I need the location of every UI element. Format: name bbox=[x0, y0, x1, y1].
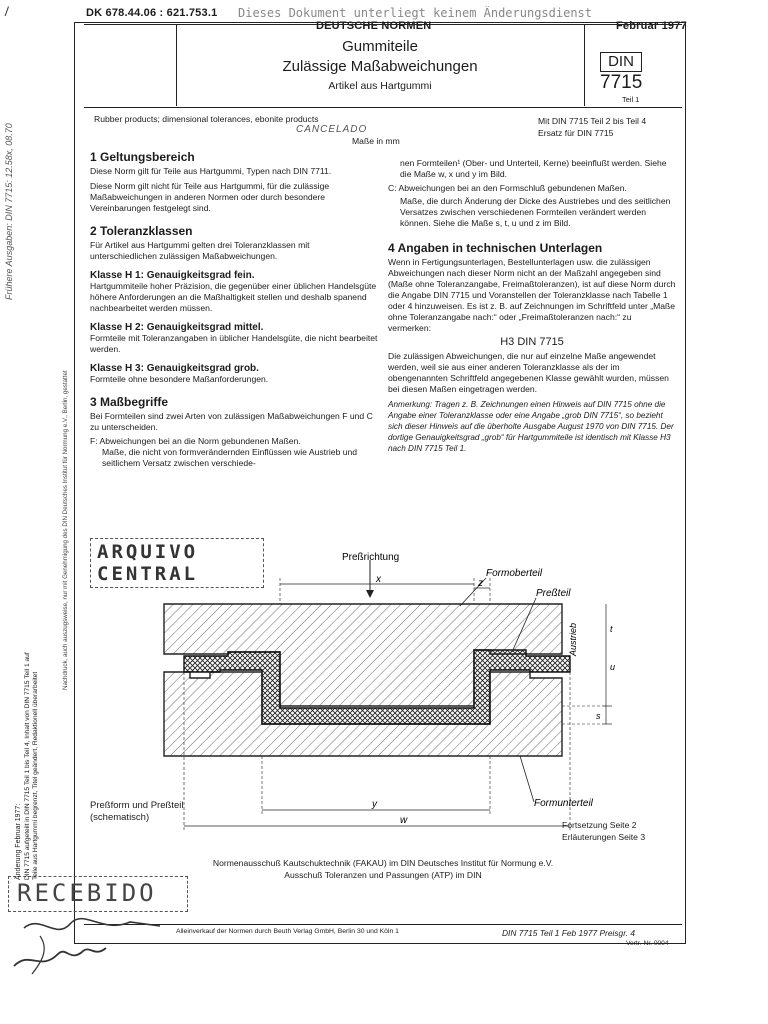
section-3-f-heading: F: Abweichungen bei an die Norm gebundenen Maßen. bbox=[90, 436, 301, 446]
class-h1-text: Hartgummiteile hoher Präzision, die gegenüber einer üblichen Handelsgüte höhere Anforderungen an die Maßhaltigkeit stellen und deshalb spanend nachbearbeitet werden müssen. bbox=[90, 281, 377, 313]
right-column bbox=[388, 158, 676, 454]
dk-number: DK 678.44.06 : 621.753.1 bbox=[86, 7, 218, 19]
figure-caption-line1: Preßform und Preßteil bbox=[90, 800, 184, 811]
annotation-note: Anmerkung: Tragen z. B. Zeichnungen einen Hinweis auf DIN 7715 ohne die Angabe einer Toleranzklasse oder eine Angabe „grob DIN 7715“, so bezieht sich dieser Hinweis auf die überholte Ausgabe August 1970 von DIN 7715. Der dortige Genauigkeitsgrad „grob“ für Hartgummiteile ist identisch mit Klasse H3 nach DIN 7715 Teil 1. bbox=[388, 400, 674, 453]
continuation-line2: Erläuterungen Seite 3 bbox=[562, 832, 646, 842]
din-part: Teil 1 bbox=[622, 95, 640, 104]
c-heading: C: Abweichungen bei an den Formschluß gebundenen Maßen. bbox=[388, 183, 627, 193]
title-line1: Gummiteile bbox=[342, 38, 418, 55]
section-4-para1: Wenn in Fertigungsunterlagen, Bestellunterlagen usw. die zulässigen Abweichungen nach dieser Norm nicht an der Maßzahl angegeben sind (Maße ohne Toleranzangabe, Freimaßtoleranzen), ist auf diese Norm durch die Angabe DIN 7715 und Voranstellen der Toleranzklasse nach Tabelle 1 oder 4 hinzuweisen. Es ist z. B. auf Zeichnungen im Schriftfeld unter „Maße ohne Toleranzangabe nach:“ oder „Freimaßtoleranzen nach:“ zu vermerken: bbox=[388, 257, 676, 333]
figure-caption-line2: (schematisch) bbox=[90, 812, 150, 823]
received-stamp bbox=[8, 876, 188, 912]
press-direction-label: Preßrichtung bbox=[342, 552, 400, 563]
publisher-note: Alleinverkauf der Normen durch Beuth Verlag GmbH, Berlin 30 und Köln 1 bbox=[176, 928, 399, 935]
section-1-heading: 1 Geltungsbereich bbox=[90, 150, 195, 164]
class-h3-text: Formteile ohne besondere Maßanforderungen. bbox=[90, 374, 269, 384]
class-h1-heading: Klasse H 1: Genauigkeitsgrad fein. bbox=[90, 270, 255, 281]
committee-line1: Normenausschuß Kautschuktechnik (FAKAU) im DIN Deutsches Institut für Normung e.V. bbox=[212, 858, 554, 868]
c-text: Maße, die durch Änderung der Dicke des Austriebes und des seitlichen Versatzes zwischen verschiedenen Formteilen verändert werden können. Siehe die Maße s, t, u und z im Bild. bbox=[400, 196, 671, 228]
footer-vertr: Vertr.-Nr. 0004 bbox=[626, 940, 669, 947]
section-3-f-text: Maße, die nicht von formverändernden Einflüssen wie Austrieb und seitlichem Versatz zwischen verschiede- bbox=[102, 447, 358, 468]
normen-label: DEUTSCHE NORMEN bbox=[316, 20, 432, 32]
section-2-heading: 2 Toleranzklassen bbox=[90, 224, 193, 238]
section-1-para1: Diese Norm gilt für Teile aus Hartgummi, Typen nach DIN 7711. bbox=[90, 166, 332, 176]
dim-t: t bbox=[610, 624, 613, 634]
pressed-part-label: Preßteil bbox=[536, 588, 571, 599]
section-1-para2: Diese Norm gilt nicht für Teile aus Hartgummi, für die zulässige Maßabweichungen in anderen Normen oder durch besondere Vereinbarungen festgelegt sind. bbox=[90, 181, 330, 213]
din-number: 7715 bbox=[600, 72, 643, 93]
committee-line2: Ausschuß Toleranzen und Passungen (ATP) im DIN bbox=[284, 870, 482, 880]
received-stamp-text: RECEBIDO bbox=[17, 879, 157, 907]
archive-stamp-line1: ARQUIVO bbox=[97, 541, 199, 563]
margin-previous-editions: Frühere Ausgaben: DIN 7715: 12.58x, 08.70 bbox=[4, 123, 14, 300]
relation-line2: Ersatz für DIN 7715 bbox=[538, 128, 614, 138]
relation-line1: Mit DIN 7715 Teil 2 bis Teil 4 bbox=[538, 116, 647, 126]
continuation-line1: Fortsetzung Seite 2 bbox=[562, 820, 637, 830]
din-logo: DIN bbox=[600, 52, 642, 72]
margin-change-title: Änderung Februar 1977: bbox=[15, 803, 22, 880]
flash-label: Austrieb bbox=[568, 622, 578, 656]
corner-mark bbox=[5, 6, 19, 19]
section-4-example: H3 DIN 7715 bbox=[500, 336, 564, 348]
f-continuation: nen Formteilen¹ (Ober- und Unterteil, Kerne) beeinflußt werden. Siehe die Maße w, x und y im Bild. bbox=[400, 158, 667, 179]
dim-z: z bbox=[478, 578, 483, 589]
faint-overlay-text: Dieses Dokument unterliegt keinem Änderungsdienst bbox=[238, 6, 593, 20]
lower-mold-label: Formunterteil bbox=[534, 798, 593, 809]
dim-w: w bbox=[400, 815, 408, 826]
dim-y: y bbox=[372, 799, 377, 810]
section-2-para1: Für Artikel aus Hartgummi gelten drei Toleranzklassen mit unterschiedlichen zulässigen Maßabweichungen. bbox=[90, 240, 310, 261]
english-title: Rubber products; dimensional tolerances, ebonite products bbox=[94, 114, 319, 124]
section-3-heading: 3 Maßbegriffe bbox=[90, 395, 169, 409]
title-line3: Artikel aus Hartgummi bbox=[328, 80, 432, 92]
archive-stamp-line2: CENTRAL bbox=[97, 563, 199, 585]
cancelado-stamp: CANCELADO bbox=[296, 124, 368, 135]
footer-reference: DIN 7715 Teil 1 Feb 1977 Preisgr. 4 bbox=[502, 928, 635, 938]
header-date: Februar 1977 bbox=[616, 20, 687, 32]
class-h2-heading: Klasse H 2: Genauigkeitsgrad mittel. bbox=[90, 322, 264, 333]
class-h2-text: Formteile mit Toleranzangaben in üblicher Handelsgüte, die nicht bearbeitet werden. bbox=[90, 333, 378, 354]
dim-x: x bbox=[376, 574, 381, 585]
margin-change-text: DIN 7715 aufgeteilt in DIN 7715 Teil 1 bis Teil 4, Inhalt von DIN 7715 Teil 1 auf Teile aus Hartgummi begrenzt, Titel geändert, Redaktionell überarbeitet bbox=[24, 652, 39, 880]
handwritten-signature bbox=[10, 910, 190, 980]
margin-copyright: Nachdruck, auch auszugsweise, nur mit Genehmigung des DIN Deutsches Institut für Normung e.V., Berlin, gestattet bbox=[62, 370, 69, 690]
left-column bbox=[90, 150, 378, 469]
upper-mold-label: Formoberteil bbox=[486, 568, 543, 579]
dim-u: u bbox=[610, 662, 616, 672]
press-mold-figure bbox=[150, 548, 670, 838]
section-4-heading: 4 Angaben in technischen Unterlagen bbox=[388, 241, 603, 255]
section-4-para2: Die zulässigen Abweichungen, die nur auf einzelne Maße angewendet werden, weil sie aus einer anderen Toleranzklasse als der im obengenannten Schriftfeld angegebenen Klasse gewählt wurden, müssen bei diesen Maßen eingetragen werden. bbox=[388, 351, 669, 394]
title-line2: Zulässige Maßabweichungen bbox=[282, 58, 478, 75]
class-h3-heading: Klasse H 3: Genauigkeitsgrad grob. bbox=[90, 363, 259, 374]
title-left-cell bbox=[84, 24, 177, 106]
unit-note: Maße in mm bbox=[352, 136, 400, 146]
section-3-para1: Bei Formteilen sind zwei Arten von zulässigen Maßabweichungen F und C zu unterscheiden. bbox=[90, 411, 373, 432]
dim-s: s bbox=[596, 711, 601, 721]
